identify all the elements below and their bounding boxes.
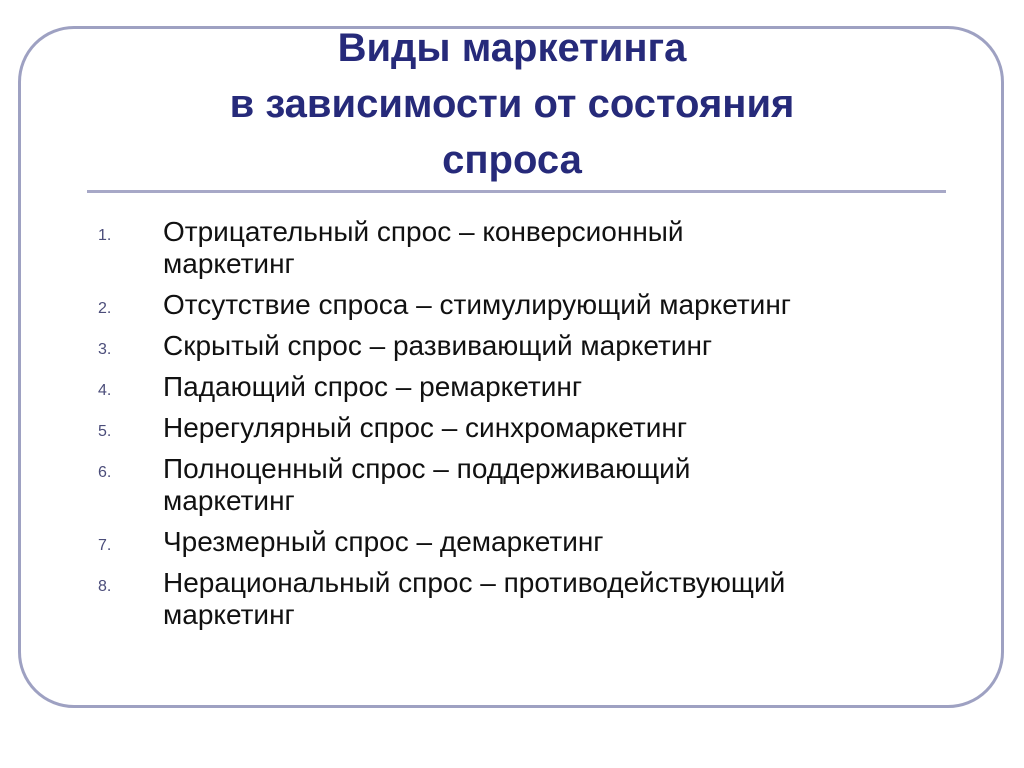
- title-line: спроса: [442, 138, 582, 182]
- list-item-line: Отрицательный спрос – конверсионный: [163, 216, 684, 247]
- list-item: [90, 412, 970, 444]
- list-item-text: [163, 526, 970, 558]
- list-item-line: Нерациональный спрос – противодействующий: [163, 567, 786, 598]
- list-item-line: Чрезмерный спрос – демаркетинг: [163, 526, 604, 557]
- list-item-number: 3.: [98, 341, 112, 358]
- marketing-types-list: [90, 216, 970, 640]
- list-item-line: маркетинг: [163, 599, 295, 630]
- list-item-text: [163, 412, 970, 444]
- list-item-line: Нерегулярный спрос – синхромаркетинг: [163, 412, 688, 443]
- list-item-line: Отсутствие спроса – стимулирующий маркетинг: [163, 289, 791, 320]
- slide-title: [60, 20, 964, 188]
- list-item: [90, 216, 970, 280]
- list-item-line: маркетинг: [163, 248, 295, 279]
- list-item-text: [163, 371, 970, 403]
- list-item-text: [163, 289, 970, 321]
- list-item: [90, 526, 970, 558]
- list-item-number: 4.: [98, 382, 112, 399]
- list-item-number: 6.: [98, 464, 112, 481]
- list-item-number: 2.: [98, 300, 112, 317]
- list-item: [90, 330, 970, 362]
- list-item-number: 8.: [98, 578, 112, 595]
- list-item: [90, 453, 970, 517]
- title-line: в зависимости от состояния: [229, 82, 795, 126]
- list-item-text: [163, 567, 970, 631]
- list-item-text: [163, 330, 970, 362]
- list-item-line: Скрытый спрос – развивающий маркетинг: [163, 330, 713, 361]
- list-item-text: [163, 453, 970, 517]
- list-item-line: Полноценный спрос – поддерживающий: [163, 453, 691, 484]
- list-item: [90, 289, 970, 321]
- list-item-number: 7.: [98, 537, 112, 554]
- list-item-number: 1.: [98, 227, 112, 244]
- list-item-text: [163, 216, 970, 280]
- title-divider: [87, 190, 946, 193]
- list-item: [90, 567, 970, 631]
- list-item-line: маркетинг: [163, 485, 295, 516]
- title-line: Виды маркетинга: [337, 26, 687, 70]
- list-item-number: 5.: [98, 423, 112, 440]
- list-item-line: Падающий спрос – ремаркетинг: [163, 371, 583, 402]
- list-item: [90, 371, 970, 403]
